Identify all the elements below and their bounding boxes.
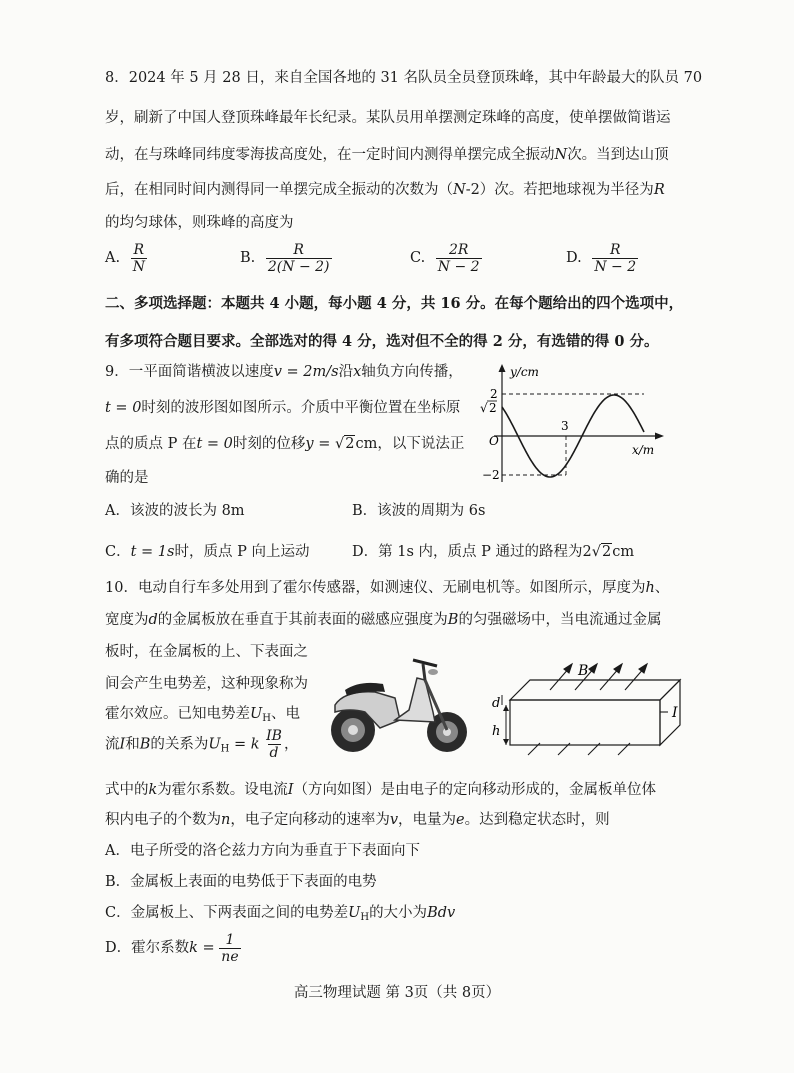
q9-wave-graph <box>480 362 670 487</box>
q9-line2: t = 0时刻的波形图如图所示。介质中平衡位置在坐标原 <box>105 400 461 416</box>
h-label: h <box>492 724 501 739</box>
y-axis-arrow <box>499 364 506 372</box>
q8-option-d[interactable]: D. $\frac{R}{N - 2}$ <box>566 242 637 276</box>
page-footer: 高三物理试题 第 3页（共 8页） <box>293 985 501 1001</box>
q8-option-a[interactable]: A. $\frac{R}{N}$ <box>105 242 145 276</box>
q10-line3: 板时，在金属板的上、下表面之 <box>105 644 308 660</box>
scooter-front-body <box>395 678 435 722</box>
y-axis-label: y/cm <box>510 365 539 379</box>
q10-line5: 霍尔效应。已知电势差$U_H$、电 <box>105 706 300 724</box>
handlebar <box>413 660 437 666</box>
q10-option-d[interactable]: D．霍尔系数k = $\frac{1}{ne}$ <box>105 932 239 966</box>
q8-line3: 动，在与珠峰同纬度零海拔高度处，在一定时间内测得单摆完成全振动N次。当到达山顶 <box>105 147 669 163</box>
q10-option-a[interactable]: A．电子所受的洛仑兹力方向为垂直于下表面向下 <box>105 843 420 859</box>
q10-line1: 10．电动自行车多处用到了霍尔传感器，如测速仪、无刷电机等。如图所示，厚度为h、 <box>105 580 670 596</box>
q9-option-b[interactable]: B．该波的周期为 6s <box>352 503 486 519</box>
section2-line2: 有多项符合题目要求。全部选对的得 4 分，选对但不全的得 2 分，有选错的得 0 分。 <box>105 333 659 350</box>
tick-sqrt: 2 <box>489 401 497 415</box>
electric-scooter-illustration <box>325 650 475 760</box>
q9-line1: 9．一平面简谐横波以速度v = 2m/s沿x轴负方向传播， <box>105 364 463 380</box>
B-label: B <box>578 663 589 679</box>
q8-line5: 的均匀球体，则珠峰的高度为 <box>105 215 294 231</box>
q10-line8: 积内电子的个数为n，电子定向移动的速率为v，电量为e。达到稳定状态时，则 <box>105 812 610 828</box>
q10-line7: 式中的k为霍尔系数。设电流I（方向如图）是由电子的定向移动形成的，金属板单位体 <box>105 782 657 798</box>
I-label: I <box>672 705 678 721</box>
q9-line3: 点的质点 P 在t = 0时刻的位移y = √2cm，以下说法正 <box>105 436 465 452</box>
steering-column <box>423 664 425 680</box>
q8-option-b[interactable]: B. $\frac{R}{2(N - 2)}$ <box>240 242 330 276</box>
rear-wheel-center <box>348 725 358 735</box>
q9-option-a[interactable]: A．该波的波长为 8m <box>105 503 245 519</box>
tick-sqrt-symbol: √ <box>480 401 488 415</box>
tick-x3: 3 <box>561 419 569 433</box>
h-arrow-bottom <box>503 739 509 745</box>
q8-line1: 8．2024 年 5 月 28 日，来自全国各地的 31 名队员全员登顶珠峰，其中年龄最大的队员 70 <box>105 70 703 86</box>
q10-line2: 宽度为d的金属板放在垂直于其前表面的磁感应强度为B的匀强磁场中，当电流通过金属 <box>105 612 662 628</box>
q9-line4: 确的是 <box>105 470 149 486</box>
q10-option-c[interactable]: C．金属板上、下两表面之间的电势差$U_H$的大小为Bdv <box>105 905 456 923</box>
plate-front-face <box>510 700 660 745</box>
q8-option-c[interactable]: C. $\frac{2R}{N - 2}$ <box>410 242 480 276</box>
origin-label: O <box>489 434 499 448</box>
q10-line4: 间会产生电势差，这种现象称为 <box>105 676 308 692</box>
x-axis-label: x/m <box>632 443 655 457</box>
section2-line1: 二、多项选择题：本题共 4 小题，每小题 4 分，共 16 分。在每个题给出的四个选项中， <box>105 295 684 312</box>
hall-effect-diagram <box>490 655 690 760</box>
plate-top-face <box>510 680 680 700</box>
q8-line4: 后，在相同时间内测得同一单摆完成全振动的次数为（N-2）次。若把地球视为半径为R <box>105 182 665 198</box>
headlight <box>428 669 438 675</box>
q9-option-c[interactable]: C．t = 1s时，质点 P 向上运动 <box>105 544 310 560</box>
tick-top: 2 <box>490 387 498 401</box>
x-axis-arrow <box>655 433 664 440</box>
q10-line6: 流I和B的关系为$U_H = k$ $\frac{IB}{d}$ ， <box>105 728 299 762</box>
q10-option-b[interactable]: B．金属板上表面的电势低于下表面的电势 <box>105 874 377 890</box>
tick-bottom: −2 <box>482 468 500 482</box>
d-label: d <box>492 696 501 711</box>
q9-option-d[interactable]: D．第 1s 内，质点 P 通过的路程为2√2cm <box>352 544 635 560</box>
magnetic-field-arrows-top <box>550 664 647 690</box>
h-arrow-top <box>503 705 509 711</box>
q8-line2: 岁，刷新了中国人登顶珠峰最年长纪录。某队员用单摆测定珠峰的高度，使单摆做简谐运 <box>105 110 671 126</box>
